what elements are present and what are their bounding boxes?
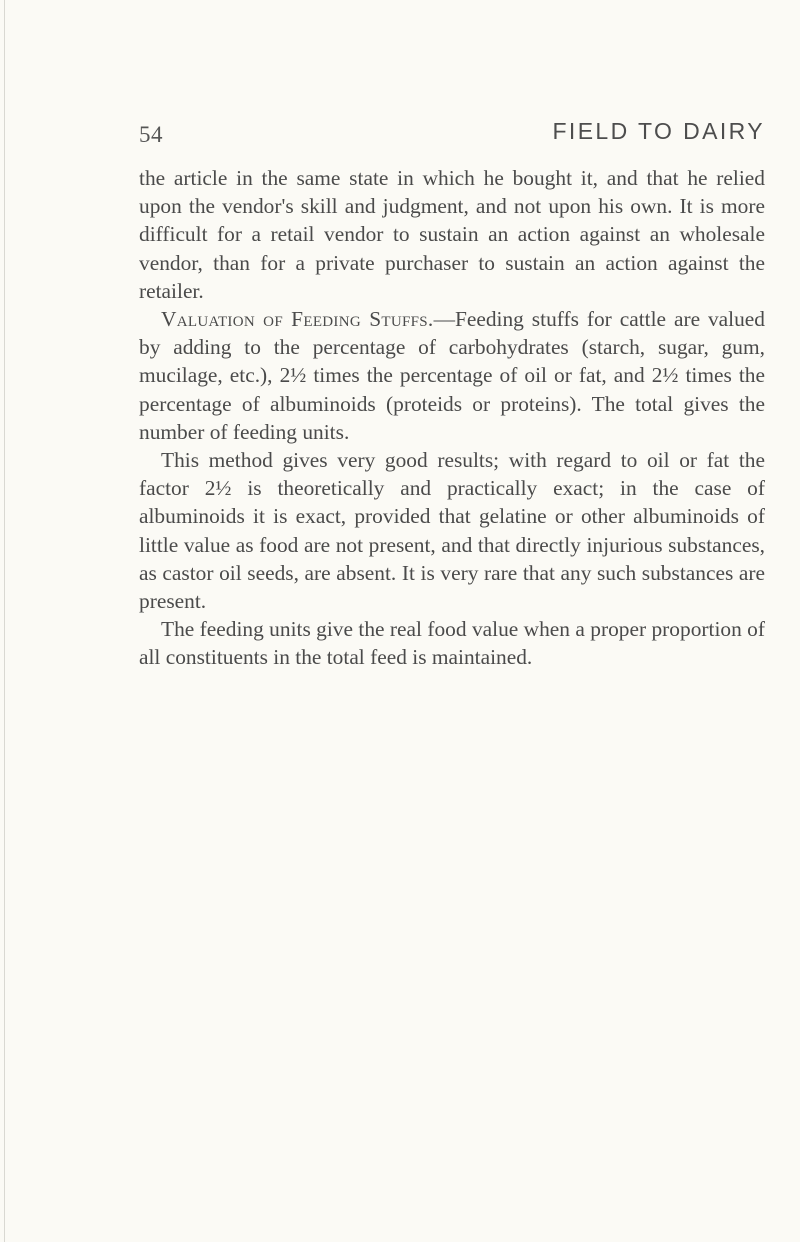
page-edge-line — [4, 0, 5, 1242]
running-head: FIELD TO DAIRY — [552, 118, 765, 144]
page-number: 54 — [139, 122, 163, 147]
paragraph-valuation — [139, 305, 765, 446]
paragraph-valuation-text: —Feeding stuffs for cattle are valued by adding to the percentage of carbohydrates (starch, sugar, gum, mucilage, etc.), 2½ times the percentage of oil or fat, and 2½ times the percentage of albuminoids (proteids or proteins). The total gives the number of feeding units. — [139, 307, 765, 444]
paragraph-method: This method gives very good results; with regard to oil or fat the factor 2½ is theoretically and practically exact; in the case of albuminoids it is exact, provided that gelatine or other albuminoids of little value as food are not present, and that directly injurious substances, as castor oil seeds, are absent. It is very rare that any such substances are present. — [139, 448, 765, 614]
paragraph-feeding-units: The feeding units give the real food value when a proper proportion of all constituents in the total feed is maintained. — [139, 617, 765, 670]
body-text — [139, 164, 765, 672]
paragraph-continuation: the article in the same state in which he bought it, and that he relied upon the vendor's skill and judgment, and not upon his own. It is more difficult for a retail vendor to sustain an action against an wholesale vendor, than for a private purchaser to sustain an action against the retailer. — [139, 166, 765, 303]
section-heading: Valuation of Feeding Stuffs. — [161, 307, 434, 332]
page-header — [139, 118, 765, 154]
